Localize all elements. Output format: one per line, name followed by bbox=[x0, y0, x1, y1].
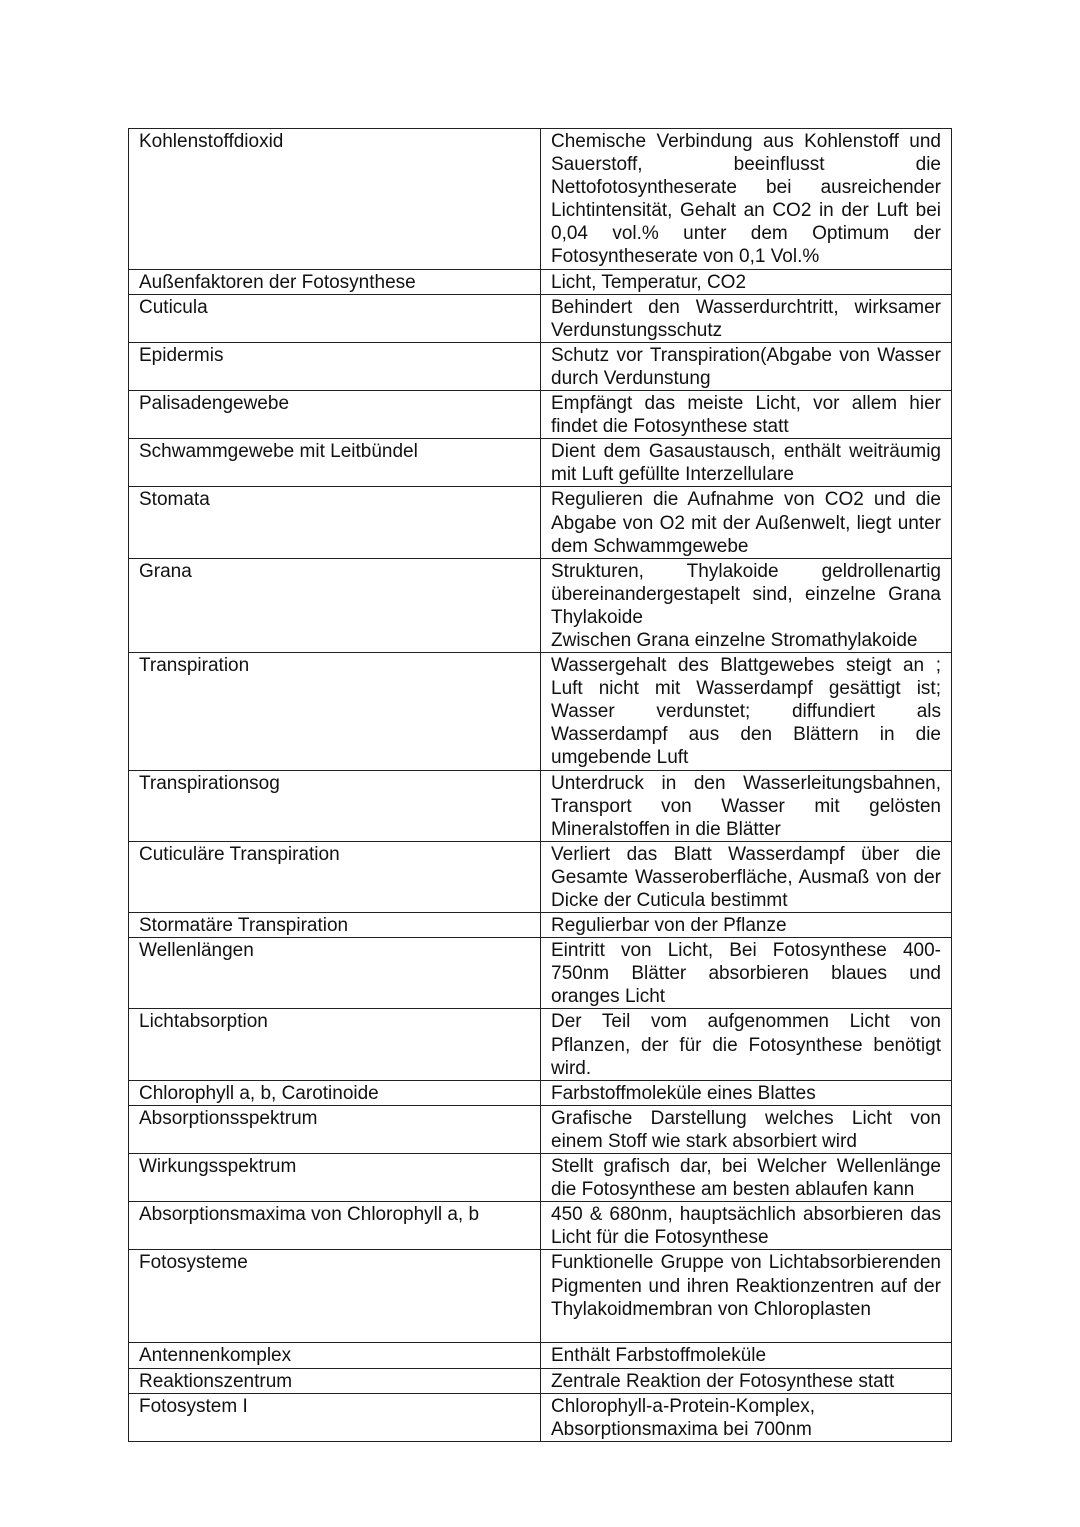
definition-extra-text: Zwischen Grana einzelne Stromathylakoide bbox=[551, 629, 918, 651]
definition-cell: Regulierbar von der Pflanze bbox=[541, 913, 952, 938]
glossary-table bbox=[128, 128, 952, 1442]
table-row bbox=[129, 391, 952, 439]
glossary-table-body bbox=[129, 129, 952, 1442]
term-cell: Wellenlängen bbox=[129, 938, 541, 1009]
term-cell: Antennenkomplex bbox=[129, 1343, 541, 1368]
definition-cell: Chemische Verbindung aus Kohlenstoff und Sauerstoff, beeinflusst die Nettofotosyntheserate bei ausreichender Lichtintensität, Gehalt an CO2 in der Luft bei 0,04 vol.% unter dem Optimum der Fotosyntheserate von 0,1 Vol.% bbox=[541, 129, 952, 270]
definition-cell: Wassergehalt des Blattgewebes steigt an ; Luft nicht mit Wasserdampf gesättigt ist; Wasser verdunstet; diffundiert als Wasserdampf aus den Blättern in die umgebende Luft bbox=[541, 653, 952, 770]
table-row bbox=[129, 1105, 952, 1153]
definition-text: Strukturen, Thylakoide geldrollenartig übereinandergestapelt sind, einzelne Grana Thylakoide bbox=[551, 560, 941, 628]
definition-cell: Verliert das Blatt Wasserdampf über die Gesamte Wasseroberfläche, Ausmaß von der Dicke der Cuticula bestimmt bbox=[541, 841, 952, 912]
table-row bbox=[129, 1368, 952, 1393]
term-cell: Chlorophyll a, b, Carotinoide bbox=[129, 1080, 541, 1105]
table-row bbox=[129, 487, 952, 558]
definition-cell: Empfängt das meiste Licht, vor allem hier findet die Fotosynthese statt bbox=[541, 391, 952, 439]
definition-extra-text: Absorptionsmaxima bei 700nm bbox=[551, 1418, 812, 1440]
term-cell: Außenfaktoren der Fotosynthese bbox=[129, 269, 541, 294]
term-cell: Kohlenstoffdioxid bbox=[129, 129, 541, 270]
definition-cell: 450 & 680nm, hauptsächlich absorbieren das Licht für die Fotosynthese bbox=[541, 1202, 952, 1250]
term-cell: Grana bbox=[129, 558, 541, 652]
table-row bbox=[129, 938, 952, 1009]
definition-cell: Regulieren die Aufnahme von CO2 und die Abgabe von O2 mit der Außenwelt, liegt unter dem Schwammgewebe bbox=[541, 487, 952, 558]
term-cell: Absorptionsmaxima von Chlorophyll a, b bbox=[129, 1202, 541, 1250]
table-row bbox=[129, 1343, 952, 1368]
table-row bbox=[129, 558, 952, 652]
term-cell: Epidermis bbox=[129, 342, 541, 390]
term-cell: Fotosysteme bbox=[129, 1250, 541, 1343]
term-cell: Palisadengewebe bbox=[129, 391, 541, 439]
definition-cell: Licht, Temperatur, CO2 bbox=[541, 269, 952, 294]
term-cell: Fotosystem I bbox=[129, 1393, 541, 1441]
definition-text: Chlorophyll-a-Protein-Komplex, bbox=[551, 1395, 815, 1417]
table-row bbox=[129, 269, 952, 294]
table-row bbox=[129, 913, 952, 938]
definition-cell: Der Teil vom aufgenommen Licht von Pflanzen, der für die Fotosynthese benötigt wird. bbox=[541, 1009, 952, 1080]
definition-cell: Dient dem Gasaustausch, enthält weiträumig mit Luft gefüllte Interzellulare bbox=[541, 439, 952, 487]
definition-cell: Schutz vor Transpiration(Abgabe von Wasser durch Verdunstung bbox=[541, 342, 952, 390]
term-cell: Wirkungsspektrum bbox=[129, 1154, 541, 1202]
table-row bbox=[129, 841, 952, 912]
table-row bbox=[129, 1009, 952, 1080]
table-row bbox=[129, 1393, 952, 1441]
term-cell: Transpirationsog bbox=[129, 770, 541, 841]
term-cell: Absorptionsspektrum bbox=[129, 1105, 541, 1153]
table-row bbox=[129, 439, 952, 487]
term-cell: Stormatäre Transpiration bbox=[129, 913, 541, 938]
definition-cell: Enthält Farbstoffmoleküle bbox=[541, 1343, 952, 1368]
definition-cell: Funktionelle Gruppe von Lichtabsorbierenden Pigmenten und ihren Reaktionzentren auf der Thylakoidmembran von Chloroplasten bbox=[541, 1250, 952, 1343]
definition-cell: Zentrale Reaktion der Fotosynthese statt bbox=[541, 1368, 952, 1393]
table-row bbox=[129, 1250, 952, 1343]
table-row bbox=[129, 1080, 952, 1105]
term-cell: Transpiration bbox=[129, 653, 541, 770]
definition-cell bbox=[541, 558, 952, 652]
definition-cell: Stellt grafisch dar, bei Welcher Wellenlänge die Fotosynthese am besten ablaufen kann bbox=[541, 1154, 952, 1202]
table-row bbox=[129, 129, 952, 270]
definition-cell bbox=[541, 1393, 952, 1441]
table-row bbox=[129, 1154, 952, 1202]
term-cell: Cuticula bbox=[129, 294, 541, 342]
definition-cell: Farbstoffmoleküle eines Blattes bbox=[541, 1080, 952, 1105]
term-cell: Schwammgewebe mit Leitbündel bbox=[129, 439, 541, 487]
definition-cell: Unterdruck in den Wasserleitungsbahnen, Transport von Wasser mit gelösten Mineralstoffen in die Blätter bbox=[541, 770, 952, 841]
table-row bbox=[129, 653, 952, 770]
definition-cell: Grafische Darstellung welches Licht von einem Stoff wie stark absorbiert wird bbox=[541, 1105, 952, 1153]
definition-cell: Behindert den Wasserdurchtritt, wirksamer Verdunstungsschutz bbox=[541, 294, 952, 342]
table-row bbox=[129, 1202, 952, 1250]
term-cell: Stomata bbox=[129, 487, 541, 558]
definition-cell: Eintritt von Licht, Bei Fotosynthese 400-750nm Blätter absorbieren blaues und oranges Licht bbox=[541, 938, 952, 1009]
term-cell: Cuticuläre Transpiration bbox=[129, 841, 541, 912]
term-cell: Lichtabsorption bbox=[129, 1009, 541, 1080]
table-row bbox=[129, 342, 952, 390]
term-cell: Reaktionszentrum bbox=[129, 1368, 541, 1393]
table-row bbox=[129, 294, 952, 342]
table-row bbox=[129, 770, 952, 841]
